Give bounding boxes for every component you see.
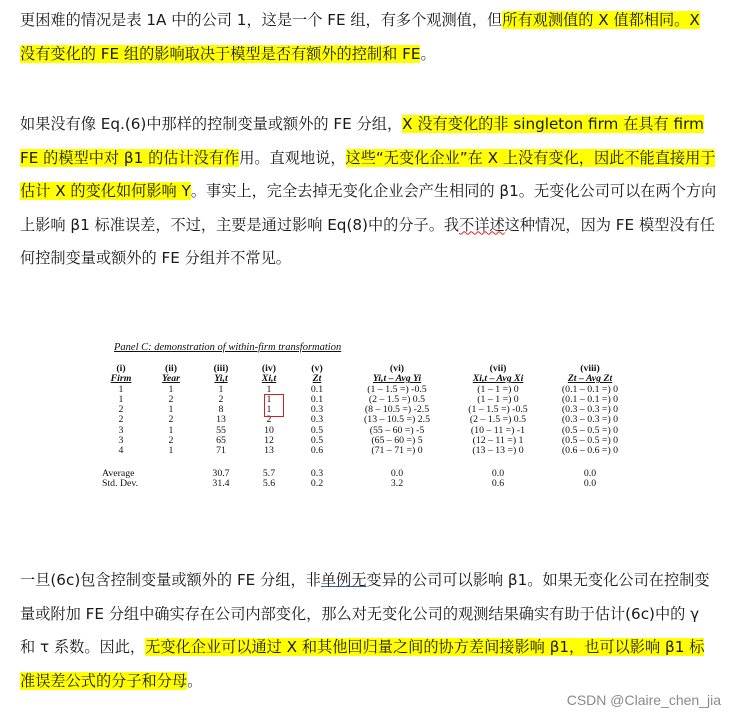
column-number: (vi) xyxy=(389,363,405,374)
table-row xyxy=(96,446,636,456)
table-row xyxy=(96,415,636,425)
table-cell: (10 – 11 =) -1 xyxy=(470,424,526,436)
table-cell: 0.1 xyxy=(310,393,324,405)
summary-cell: 0.0 xyxy=(491,467,505,479)
column-header: Zt – Avg Zt xyxy=(567,373,613,385)
text-run: 如果没有像 Eq.(6)中那样的控制变量或额外的 FE 分组， xyxy=(20,115,403,133)
table-cell: 10 xyxy=(264,424,274,436)
table-cell: (2 – 1.5 =) 0.5 xyxy=(469,414,527,426)
table-cell: 1 xyxy=(266,383,272,395)
column-header: Xi,t – Avg Xi xyxy=(472,373,524,385)
summary-cell: 0.3 xyxy=(310,467,324,479)
table-cell: 3 xyxy=(118,435,124,447)
highlight-box xyxy=(264,394,284,417)
column-header: Yi,t xyxy=(214,373,228,385)
table-cell: 2 xyxy=(168,414,174,426)
table-body xyxy=(96,385,636,490)
table-cell: 1 xyxy=(168,404,174,416)
table-cell: 1 xyxy=(168,445,174,457)
summary-cell: 31.4 xyxy=(212,477,230,489)
summary-cell: 0.0 xyxy=(583,467,597,479)
table-cell: (0.5 – 0.5 =) 0 xyxy=(561,435,619,447)
table-cell: 0.3 xyxy=(310,414,324,426)
table-cell: (1 – 1 =) 0 xyxy=(477,383,519,395)
table-cell: 0.3 xyxy=(310,404,324,416)
column-number: (ii) xyxy=(165,363,177,374)
column-header: Yi,t – Avg Yi xyxy=(372,373,422,385)
highlighted-text: X 没有变化的非 singleton firm 在具有 firm FE 的模型中对 β1 的估计没有作 xyxy=(20,115,704,167)
table-cell: 0.5 xyxy=(310,435,324,447)
summary-cell: 0.0 xyxy=(583,477,597,489)
table-row xyxy=(96,426,636,436)
column-number: (iii) xyxy=(213,363,229,374)
summary-cell xyxy=(146,469,196,479)
table-cell: 1 xyxy=(218,383,224,395)
text-run: 变异的公司可以影响 β1。如果无变化公司在控制变量或附加 FE 分组中确实存在公司内部变化，那么对无变化公司的观测结果确实有助于估计(6c)中的 γ 和 τ 系数。因此， xyxy=(20,571,710,656)
column-header: Year xyxy=(162,373,180,385)
text-run: 这种情况，因为 FE 模型没有任何控制变量或额外的 FE 分组并不常见。 xyxy=(20,215,715,267)
within-firm-table xyxy=(96,364,636,489)
panel-title: Panel C: demonstration of within-firm transformation xyxy=(114,342,342,353)
column-number: (v) xyxy=(311,363,323,374)
text-run: 。 xyxy=(187,671,203,690)
table-row xyxy=(96,436,636,446)
table-cell: 4 xyxy=(118,445,124,457)
summary-cell: 5.7 xyxy=(262,467,276,479)
highlighted-text: 所有观测值的 X 值都相同。X 没有变化的 FE 组的影响取决于模型是否有额外的控制和 FE xyxy=(20,11,700,63)
table-cell: 12 xyxy=(264,435,274,447)
summary-cell: 0.6 xyxy=(491,477,505,489)
table-cell: 8 xyxy=(218,404,224,416)
table-cell: (0.1 – 0.1 =) 0 xyxy=(561,383,619,395)
text-run: 用。直观地说， xyxy=(239,148,346,167)
table-cell: 71 xyxy=(216,445,226,457)
table-cell: (0.1 – 0.1 =) 0 xyxy=(561,393,619,405)
table-cell: 65 xyxy=(216,435,226,447)
table-cell: (0.3 – 0.3 =) 0 xyxy=(561,414,619,426)
table-cell: 2 xyxy=(168,393,174,405)
table-cell: (1 – 1.5 =) -0.5 xyxy=(367,383,427,395)
column-header: Xi,t xyxy=(261,373,277,385)
paragraph-1 xyxy=(20,4,717,71)
summary-cell: 5.6 xyxy=(262,477,276,489)
spacer-row xyxy=(96,457,636,469)
table-cell: (0.6 – 0.6 =) 0 xyxy=(561,445,619,457)
column-header: Zt xyxy=(312,373,322,385)
table-cell: 2 xyxy=(218,393,224,405)
table-cell: 1 xyxy=(266,393,272,405)
table-cell: 2 xyxy=(118,404,124,416)
table-cell: (8 – 10.5 =) -2.5 xyxy=(364,404,430,416)
table-cell: 1 xyxy=(168,383,174,395)
table-cell: 2 xyxy=(118,414,124,426)
table-cell: (1 – 1 =) 0 xyxy=(477,393,519,405)
table-figure xyxy=(96,340,636,520)
text-run: 。事实上，完全去掉无变化企业会产生相同的 β1。无变化公司可以在两个方向上影响 β1 标准误差，不过，主要是通过影响 Eq(8)中的分子。我 xyxy=(20,182,717,234)
summary-cell: 3.2 xyxy=(390,477,404,489)
column-number: (iv) xyxy=(261,363,277,374)
text-run: 一旦(6c)包含控制变量或额外的 FE 分组，非 xyxy=(20,571,321,589)
table-cell: 1 xyxy=(118,393,124,405)
summary-cell: Std. Dev. xyxy=(102,477,139,489)
summary-cell: 0.2 xyxy=(310,477,324,489)
spellcheck-underlined-text: 不详述 xyxy=(459,215,505,234)
highlighted-text: 无变化企业可以通过 X 和其他回归量之间的协方差间接影响 β1，也可以影响 β1 标准误差公式的分子和分母 xyxy=(20,638,705,690)
column-number: (vii) xyxy=(489,363,507,374)
summary-row xyxy=(96,469,636,479)
summary-cell: 30.7 xyxy=(212,467,230,479)
summary-cell: 0.0 xyxy=(390,467,404,479)
underlined-text: 单例无 xyxy=(320,571,367,589)
table-cell: 13 xyxy=(264,445,274,457)
table-cell: 0.5 xyxy=(310,424,324,436)
table-cell: 1 xyxy=(168,424,174,436)
table-row xyxy=(96,385,636,395)
text-run: 。 xyxy=(420,44,436,63)
column-name-row xyxy=(96,374,636,384)
table-cell: 3 xyxy=(118,424,124,436)
column-header: Firm xyxy=(110,373,132,385)
table-cell: (13 – 13 =) 0 xyxy=(472,445,524,457)
summary-cell: Average xyxy=(102,467,135,479)
watermark: CSDN @Claire_chen_jia xyxy=(566,692,721,708)
table-cell: 0.1 xyxy=(310,383,324,395)
table-cell: 13 xyxy=(216,414,226,426)
summary-cell xyxy=(146,479,196,489)
table-cell: (1 – 1.5 =) -0.5 xyxy=(468,404,528,416)
table-cell: (2 – 1.5 =) 0.5 xyxy=(368,393,426,405)
column-number: (i) xyxy=(116,363,126,374)
text-run: 更困难的情况是表 1A 中的公司 1，这是一个 FE 组，有多个观测值，但 xyxy=(20,11,503,29)
table-cell: 1 xyxy=(266,404,272,416)
table-cell: (13 – 10.5 =) 2.5 xyxy=(364,414,430,426)
table-cell: (65 – 60 =) 5 xyxy=(371,435,423,447)
summary-row xyxy=(96,479,636,489)
paragraph-2 xyxy=(20,108,717,276)
column-number: (viii) xyxy=(580,363,600,374)
table-cell: (0.3 – 0.3 =) 0 xyxy=(561,404,619,416)
table-cell: (12 – 11 =) 1 xyxy=(472,435,524,447)
table-cell: (71 – 71 =) 0 xyxy=(371,445,423,457)
table-cell: 55 xyxy=(216,424,226,436)
table-cell: (0.5 – 0.5 =) 0 xyxy=(561,424,619,436)
table-cell: 1 xyxy=(118,383,124,395)
highlighted-text: 这些“无变化企业”在 X 上没有变化，因此不能直接用于估计 X 的变化如何影响 Y xyxy=(20,148,716,200)
paragraph-3 xyxy=(20,564,717,698)
table-cell: 2 xyxy=(266,414,272,426)
table-cell: (55 – 60 =) -5 xyxy=(369,424,425,436)
table-cell: 0.6 xyxy=(310,445,324,457)
table-cell: 2 xyxy=(168,435,174,447)
